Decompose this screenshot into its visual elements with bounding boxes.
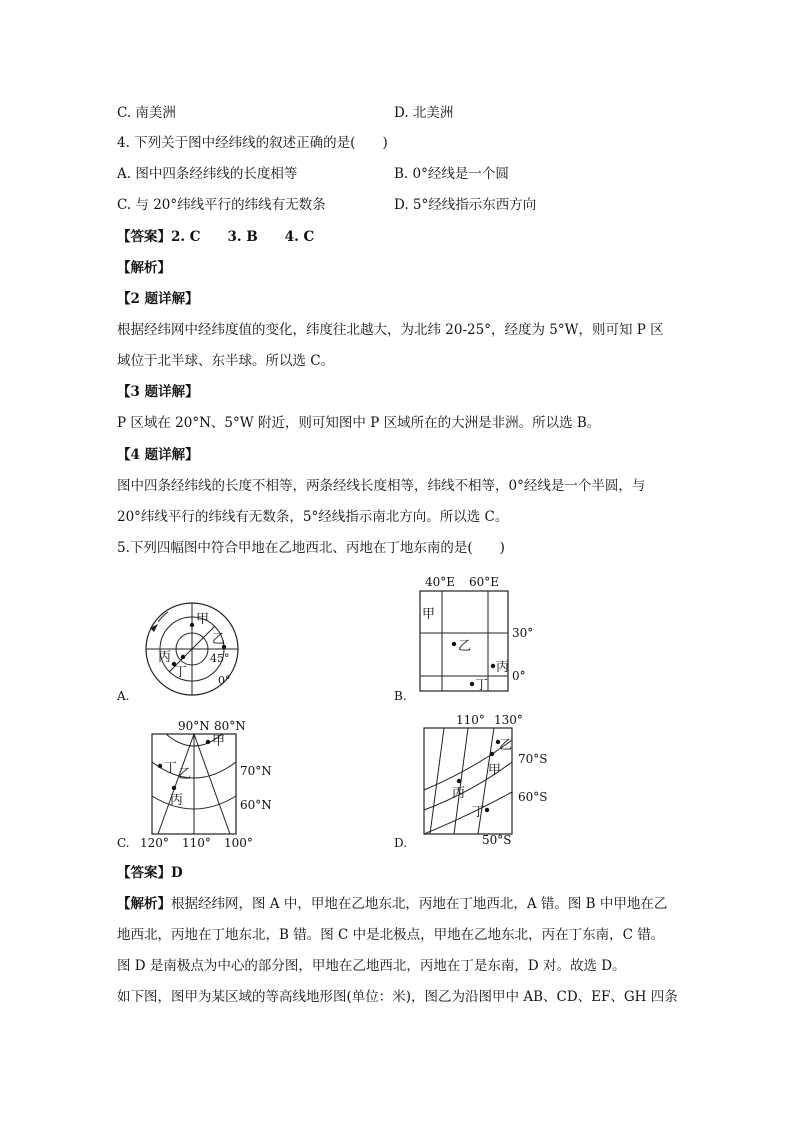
fig-c-lat70: 70°N: [240, 764, 272, 778]
fig-b-jia: 甲: [422, 607, 436, 622]
fig-b-lat0: 0°: [512, 669, 526, 683]
fig-d-lat70: 70°S: [518, 752, 548, 766]
answer-5: 【答案】D: [117, 865, 183, 881]
q4-option-d: D. 5°经线指示东西方向: [394, 197, 537, 213]
figure-a-label: A.: [117, 689, 130, 703]
fig-c-top80: 80°N: [214, 719, 246, 733]
answer-2-4: 【答案】2. C 3. B 4. C: [117, 229, 315, 245]
fig-c-yi: 乙: [178, 767, 192, 782]
fig-a-bing: 丙: [158, 650, 172, 665]
fig-a-45deg: 45°: [210, 652, 230, 665]
fig-d-lon110: 110°: [456, 713, 485, 727]
fig-d-lat50: 50°S: [482, 833, 512, 847]
fig-c-top90: 90°N: [178, 719, 210, 733]
fig-c-lon100: 100°: [224, 836, 253, 850]
fig-d-jia: 甲: [488, 763, 502, 778]
fig-a-ding: 丁: [174, 665, 188, 680]
analysis-heading: 【解析】: [117, 260, 171, 276]
next-question-intro: 如下图，图甲为某区域的等高线地形图(单位：米)，图乙为沿图甲中 AB、CD、EF、GH 四条: [117, 989, 678, 1005]
explain-5-head: 【解析】: [117, 896, 171, 912]
figure-d-polar-map: [412, 710, 562, 850]
fig-c-bing: 丙: [170, 793, 184, 808]
detail-4-title: 【4 题详解】: [117, 447, 199, 463]
detail-3-title: 【3 题详解】: [117, 384, 199, 400]
fig-c-lat60: 60°N: [240, 798, 272, 812]
fig-b-lat30: 30°: [512, 626, 534, 640]
figure-b-label: B.: [394, 689, 407, 703]
fig-b-yi: 乙: [458, 639, 472, 654]
fig-b-bing: 丙: [496, 660, 510, 675]
fig-d-ding: 丁: [472, 805, 486, 820]
fig-c-jia: 甲: [212, 734, 226, 749]
figure-c-label: C.: [117, 836, 130, 850]
figure-a-polar-map: [130, 600, 250, 700]
fig-a-0deg: 0°: [218, 674, 231, 687]
fig-a-jia: 甲: [196, 612, 210, 627]
fig-a-yi: 乙: [212, 632, 226, 647]
explain-5-line1-text: 根据经纬网，图 A 中，甲地在乙地东北，丙地在丁地西北，A 错。图 B 中甲地在乙: [171, 896, 668, 912]
fig-d-lat60: 60°S: [518, 790, 548, 804]
q3-option-d: D. 北美洲: [394, 105, 454, 121]
detail-4-line1: 图中四条经纬线的长度不相等，两条经线长度相等，纬线不相等，0°经线是一个半圆，与: [117, 478, 646, 494]
fig-c-ding: 丁: [164, 761, 178, 776]
fig-d-yi: 乙: [499, 738, 513, 753]
q4-option-c: C. 与 20°纬线平行的纬线有无数条: [117, 197, 326, 213]
explain-5-line2: 地西北，丙地在丁地东北，B 错。图 C 中是北极点，甲地在乙地东北，丙在丁东南，C 错。: [117, 927, 665, 943]
fig-d-lon130: 130°: [494, 713, 523, 727]
detail-2-title: 【2 题详解】: [117, 291, 199, 307]
q4-option-a: A. 图中四条经纬线的长度相等: [117, 166, 298, 182]
explain-5-line3: 图 D 是南极点为中心的部分图，甲地在乙地西北，丙地在丁是东南，D 对。故选 D。: [117, 958, 626, 974]
fig-c-lon120: 120°: [140, 836, 169, 850]
fig-b-ding: 丁: [475, 678, 489, 693]
detail-2-line2: 域位于北半球、东半球。所以选 C。: [117, 353, 335, 369]
q3-option-c: C. 南美洲: [117, 105, 176, 121]
explain-5-line1: [117, 894, 667, 914]
q4-stem: 4. 下列关于图中经纬线的叙述正确的是( ): [117, 135, 388, 151]
fig-d-bing: 丙: [452, 786, 466, 801]
figure-b-grid-map: [412, 572, 542, 694]
q4-option-b: B. 0°经线是一个圆: [394, 166, 509, 182]
figure-d-label: D.: [394, 836, 408, 850]
fig-b-lon40: 40°E: [425, 575, 456, 589]
q5-stem: 5.下列四幅图中符合甲地在乙地西北、丙地在丁地东南的是( ): [117, 540, 505, 556]
detail-3-line1: P 区域在 20°N、5°W 附近，则可知图中 P 区域所在的大洲是非洲。所以选 B。: [117, 415, 601, 431]
figure-c-polar-map: [130, 718, 290, 850]
detail-2-line1: 根据经纬网中经纬度值的变化，纬度往北越大，为北纬 20-25°，经度为 5°W，则可知 P 区: [117, 322, 664, 338]
fig-c-lon110: 110°: [182, 836, 211, 850]
fig-b-lon60: 60°E: [469, 575, 500, 589]
detail-4-line2: 20°纬线平行的纬线有无数条，5°经线指示南北方向。所以选 C。: [117, 509, 509, 525]
